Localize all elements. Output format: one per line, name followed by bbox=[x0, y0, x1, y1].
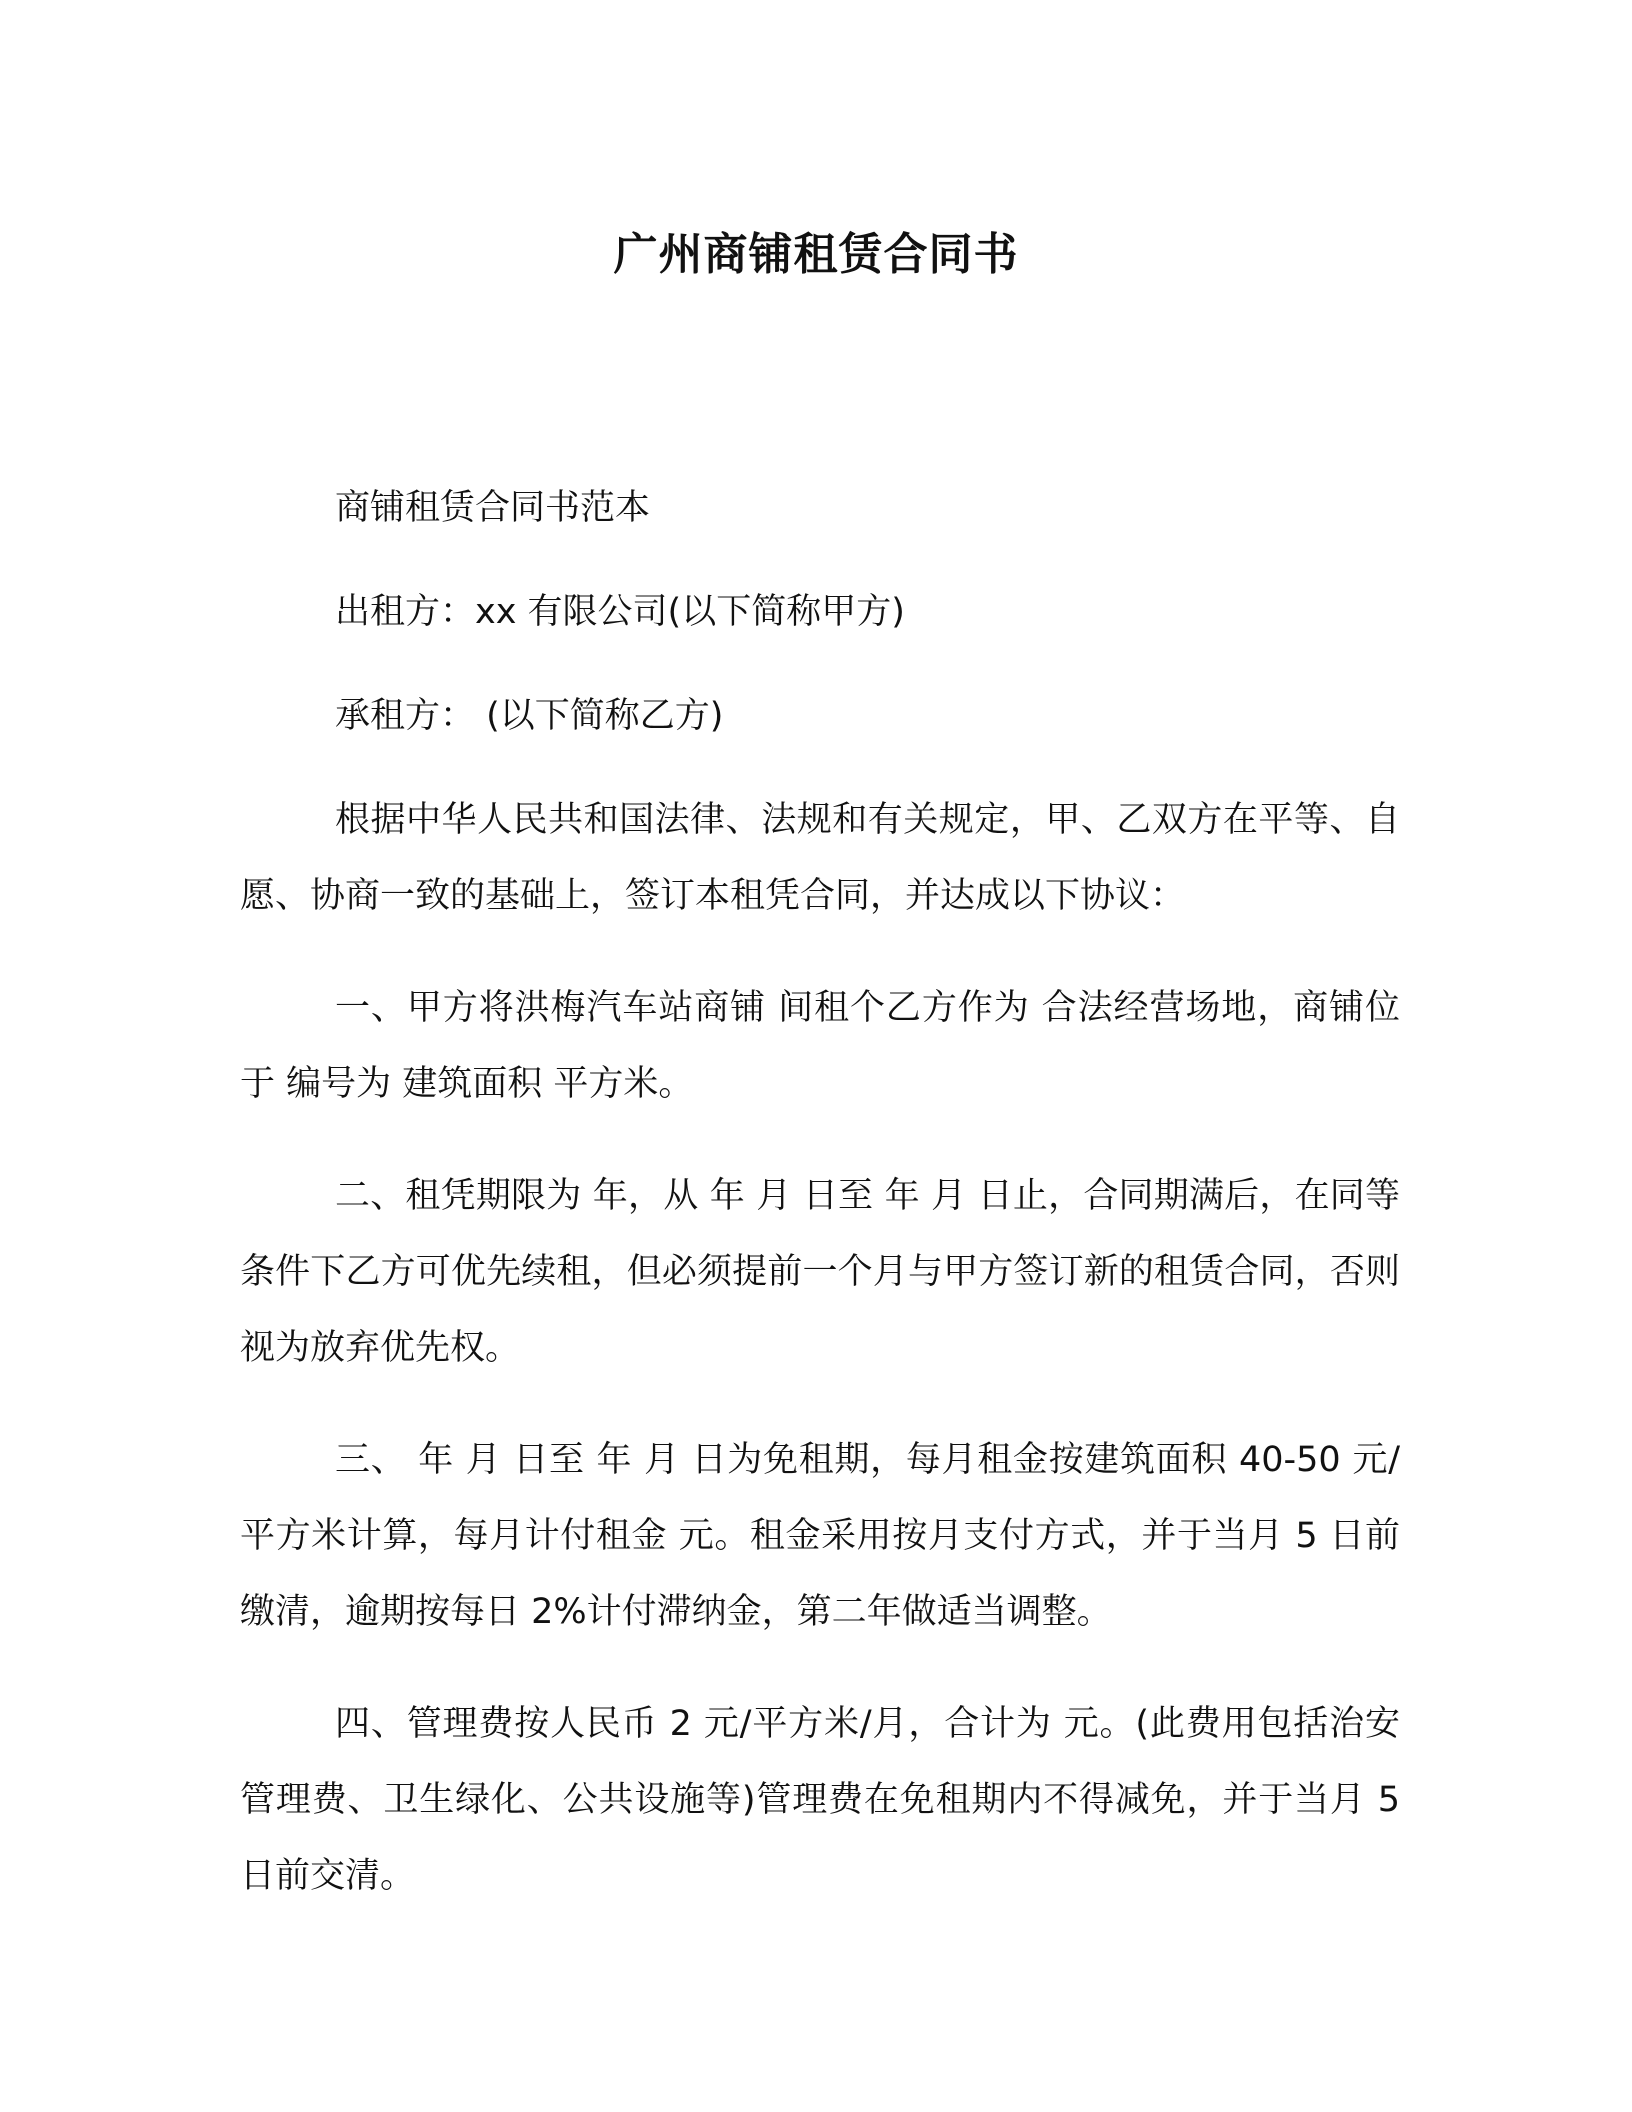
paragraph-clause-1: 一、甲方将洪梅汽车站商铺 间租个乙方作为 合法经营场地，商铺位于 编号为 建筑面积 平方米。 bbox=[240, 988, 1400, 1104]
document-body bbox=[240, 470, 1400, 1950]
paragraph-preamble: 根据中华人民共和国法律、法规和有关规定，甲、乙双方在平等、自愿、协商一致的基础上，签订本租凭合同，并达成以下协议： bbox=[240, 800, 1400, 916]
document-title: 广州商铺租赁合同书 bbox=[613, 229, 1019, 280]
paragraph-lessor: 出租方：xx 有限公司(以下简称甲方) bbox=[335, 592, 905, 632]
paragraph-clause-4: 四、管理费按人民币 2 元/平方米/月，合计为 元。(此费用包括治安管理费、卫生绿化、公共设施等)管理费在免租期内不得减免，并于当月 5 日前交清。 bbox=[240, 1704, 1400, 1896]
paragraph-clause-3: 三、 年 月 日至 年 月 日为免租期，每月租金按建筑面积 40-50 元/平方米计算，每月计付租金 元。租金采用按月支付方式，并于当月 5 日前缴清，逾期按每日 2%计付滞纳金，第二年做适当调整。 bbox=[240, 1440, 1400, 1632]
paragraph-lessee: 承租方： (以下简称乙方) bbox=[335, 696, 724, 736]
paragraph-clause-2: 二、租凭期限为 年，从 年 月 日至 年 月 日止，合同期满后，在同等条件下乙方可优先续租，但必须提前一个月与甲方签订新的租赁合同，否则视为放弃优先权。 bbox=[240, 1176, 1400, 1368]
paragraph-subtitle: 商铺租赁合同书范本 bbox=[335, 488, 651, 528]
